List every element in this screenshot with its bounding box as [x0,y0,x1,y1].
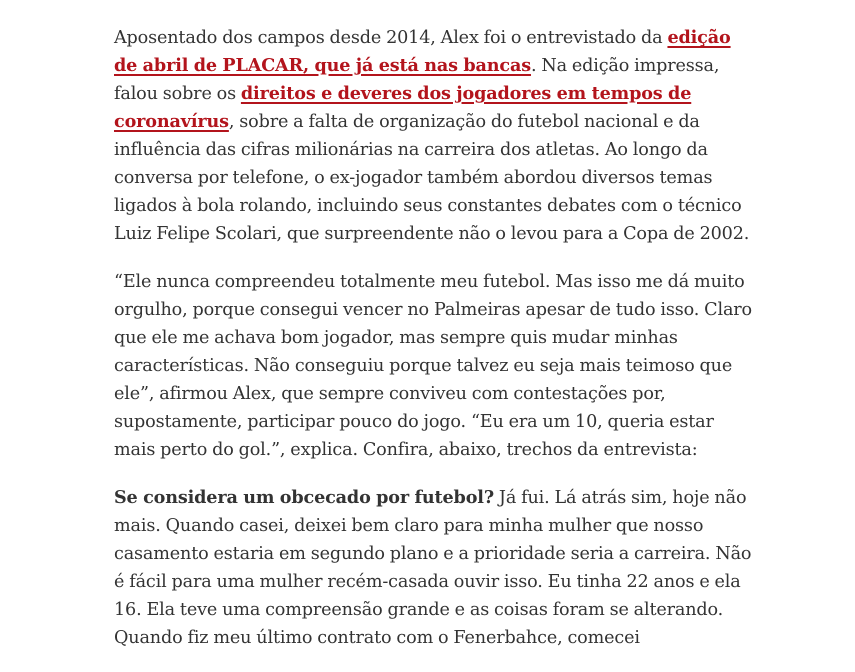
intro-text-start: Aposentado dos campos desde 2014, Alex foi o entrevistado da [114,28,668,48]
intro-text-middle: . Na edição impressa, falou sobre os [114,56,720,104]
article-body [114,24,754,672]
paragraph-intro [114,24,754,248]
link-players-rights-coronavirus[interactable]: direitos e deveres dos jogadores em tempos de coronavírus [114,83,692,132]
interview-question: Se considera um obcecado por futebol? [114,487,494,508]
link-placar-april-edition[interactable]: edição de abril de PLACAR, que já está nas bancas [114,27,731,76]
interview-answer: Já fui. Lá atrás sim, hoje não mais. Quando casei, deixei bem claro para minha mulher que nosso casamento estaria em segundo plano e a prioridade seria a carreira. Não é fácil para uma mulher recém-casada ouvir isso. Eu tinha 22 anos e ela 16. Ela teve uma compreensão grande e as coisas foram se alterando. Quando fiz meu último contrato com o Fenerbahce, comecei [114,488,752,648]
paragraph-interview-qa [114,484,754,652]
paragraph-quote: “Ele nunca compreendeu totalmente meu futebol. Mas isso me dá muito orgulho, porque consegui vencer no Palmeiras apesar de tudo isso. Claro que ele me achava bom jogador, mas sempre quis mudar minhas características. Não conseguiu porque talvez eu seja mais teimoso que ele”, afirmou Alex, que sempre conviveu com contestações por, supostamente, participar pouco do jogo. “Eu era um 10, queria estar mais perto do gol.”, explica. Confira, abaixo, trechos da entrevista: [114,272,752,460]
intro-text-end: , sobre a falta de organização do futebol nacional e da influência das cifras milionárias na carreira dos atletas. Ao longo da conversa por telefone, o ex-jogador também abordou diversos temas ligados à bola rolando, incluindo seus constantes debates com o técnico Luiz Felipe Scolari, que surpreendente não o levou para a Copa de 2002. [114,112,750,244]
